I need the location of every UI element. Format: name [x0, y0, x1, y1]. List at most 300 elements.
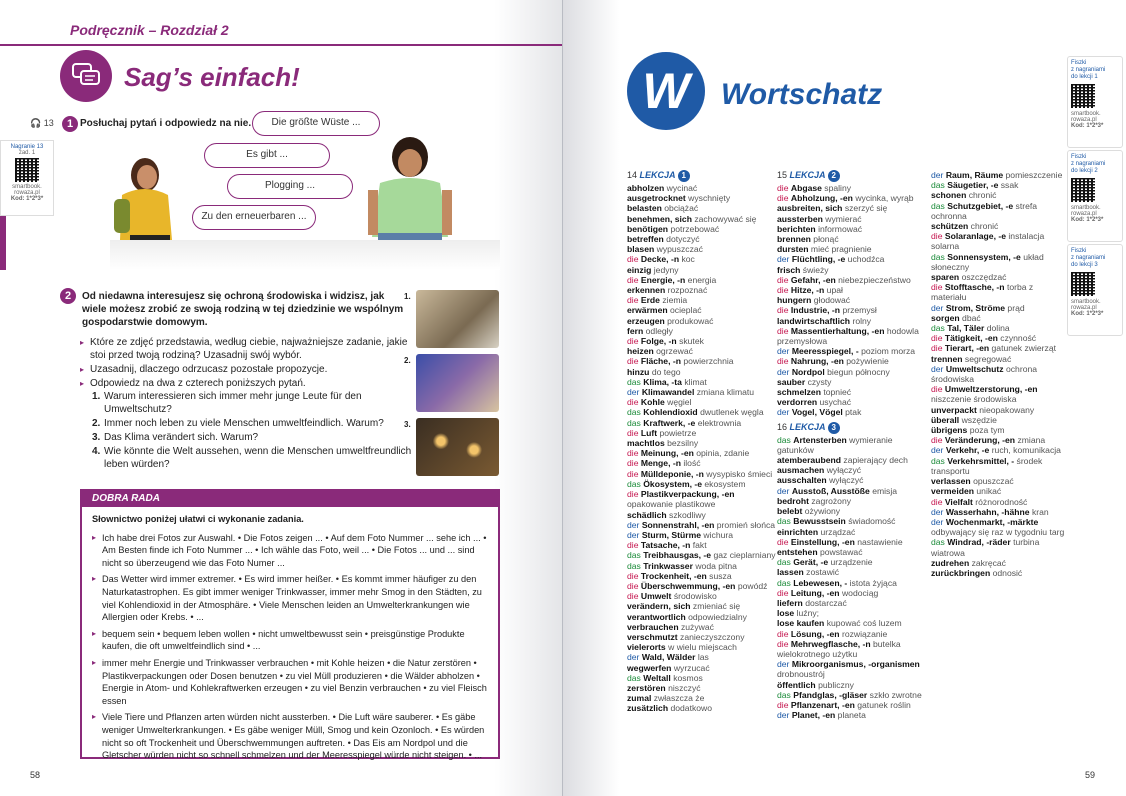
vocab-translation: luźny;	[796, 608, 820, 619]
vocab-article: das	[777, 577, 791, 588]
list-item: 2. Immer noch leben zu viele Menschen umweltfeindlich. Warum?	[92, 418, 384, 429]
vocab-article: der	[931, 506, 944, 517]
vocab-translation: różnorodność	[975, 496, 1028, 507]
vocab-entry	[627, 540, 779, 550]
vocab-word: verändern, sich	[627, 601, 691, 612]
vocab-article: das	[627, 550, 641, 561]
vocab-entry	[777, 367, 929, 377]
photo-light-bulbs	[416, 418, 499, 476]
section-title: Wortschatz	[721, 78, 883, 111]
vocab-word: Pflanzenart, -en	[790, 699, 855, 710]
vocab-translation: kosmos	[673, 672, 703, 683]
vocab-entry	[627, 234, 779, 244]
vocab-article: die	[777, 285, 789, 296]
vocab-article: die	[627, 397, 639, 408]
vocab-article: das	[627, 672, 641, 683]
vocab-article: der	[931, 302, 944, 313]
vocab-word: Tierart, -en	[944, 343, 990, 354]
vocab-translation: opakowanie plastikowe	[627, 499, 716, 510]
vocab-entry	[931, 568, 1067, 578]
vocab-translation: istota żyjąca	[849, 577, 897, 588]
vocab-word: benehmen, sich	[627, 213, 692, 224]
vocab-translation: las	[697, 652, 709, 663]
vocab-word: Strom, Ströme	[945, 302, 1006, 313]
vocab-word: vielerorts	[627, 642, 666, 653]
vocab-word: hinzu	[627, 366, 650, 377]
vocab-translation: energia	[687, 274, 717, 285]
vocab-word: Verkehr, -e	[945, 445, 990, 456]
vocab-entry	[627, 356, 779, 366]
vocab-entry	[931, 282, 1067, 302]
vocab-entry	[777, 397, 929, 407]
vocab-word: zumal	[627, 693, 652, 704]
vocab-translation: jedyny	[653, 264, 679, 275]
left-page	[0, 0, 562, 796]
vocab-article: das	[931, 323, 945, 334]
vocab-entry	[627, 642, 779, 652]
vocab-entry	[627, 581, 779, 591]
vocab-article: das	[777, 557, 791, 568]
vocab-word: Klimawandel	[641, 387, 695, 398]
vocab-word: schützen	[931, 221, 969, 232]
vocab-translation: ożywiony	[804, 506, 841, 517]
vocab-translation: fakt	[692, 540, 707, 551]
vocab-translation: wycinka, wyrąb	[855, 193, 914, 204]
vocab-article: die	[777, 699, 789, 710]
vocab-translation: urządzenie	[830, 557, 873, 568]
vocab-word: betreffen	[627, 234, 664, 245]
vocab-translation: świeży	[802, 264, 829, 275]
vocab-translation: zanieczyszczony	[680, 631, 745, 642]
vocab-article: der	[931, 170, 944, 180]
vocab-word: Massentierhaltung, -en	[790, 325, 885, 336]
vocab-article: das	[931, 180, 945, 191]
vocab-word: Kohle	[640, 397, 665, 408]
vocab-article: der	[627, 652, 640, 663]
vocab-article: der	[777, 366, 790, 377]
vocab-word: zusätzlich	[627, 703, 669, 714]
vocab-translation: niebezpieczeństwo	[838, 274, 911, 285]
vocab-entry	[627, 265, 779, 275]
vocab-article: die	[627, 468, 639, 479]
vocab-translation: do tego	[651, 366, 681, 377]
vocab-translation: wymierać	[825, 213, 862, 224]
vocab-article: die	[627, 336, 639, 347]
vocab-translation: wymieranie gatunków	[777, 434, 893, 455]
vocab-translation: przemysł	[842, 305, 877, 316]
vocab-article: die	[627, 458, 639, 469]
vocab-word: Gefahr, -en	[790, 274, 836, 285]
vocab-word: überall	[931, 414, 960, 425]
vocab-word: Trinkwasser	[643, 560, 693, 571]
vocab-word: lose	[777, 608, 795, 619]
vocab-translation: głodować	[813, 295, 851, 306]
qr-label: Fiszki z nagraniami do lekcji 2	[1071, 154, 1106, 174]
vocab-word: erzeugen	[627, 315, 665, 326]
lesson-heading: 15 LEKCJA 2	[777, 170, 929, 182]
vocab-word: Leitung, -en	[790, 587, 840, 598]
vocab-entry	[931, 364, 1067, 384]
vocab-translation: powstawać	[819, 546, 863, 557]
vocab-translation: odbywający się raz w tygodniu targ	[931, 527, 1065, 538]
vocab-article: die	[627, 580, 639, 591]
vocab-article: die	[627, 254, 639, 265]
vocab-entry	[931, 456, 1067, 476]
vocab-word: Bewusstsein	[793, 516, 846, 527]
vocab-word: Verkehrsmittel, -	[947, 455, 1015, 466]
vocab-word: Trockenheit, -en	[640, 570, 707, 581]
vocab-translation: usychać	[819, 397, 852, 408]
vocab-translation: wyrzucać	[673, 662, 710, 673]
vocab-translation: gatunek roślin	[857, 699, 911, 710]
vocab-word: berichten	[777, 223, 816, 234]
vocab-translation: powierzchnia	[683, 356, 734, 367]
vocab-translation: zakręcać	[971, 557, 1006, 568]
vocab-article: die	[777, 536, 789, 547]
vocab-entry	[777, 496, 929, 506]
flashcards-qr-tab[interactable]	[1067, 244, 1123, 336]
vocab-word: Mehrwegflasche, -n	[790, 638, 871, 649]
vocab-word: ausschalten	[777, 475, 827, 486]
vocab-word: blasen	[627, 244, 655, 255]
vocab-word: verlassen	[931, 476, 971, 487]
vocab-translation: zmiana klimatu	[696, 387, 755, 398]
vocab-word: unverpackt	[931, 404, 977, 415]
recording-sub: zad. 1	[18, 150, 36, 156]
vocab-word: Wochenmarkt, -märkte	[945, 516, 1039, 527]
vocab-translation: upał	[826, 285, 843, 296]
vocab-translation: torba z materiału	[931, 282, 1034, 303]
vocab-article: der	[777, 346, 790, 357]
vocab-entry	[627, 285, 779, 295]
vocab-word: heizen	[627, 346, 654, 357]
vocab-translation: instalacja solarna	[931, 231, 1045, 252]
vocab-translation: ochrona środowiska	[931, 363, 1038, 385]
qr-code-icon	[15, 158, 39, 182]
vocab-translation: szerzyć się	[844, 203, 888, 214]
vocab-translation: wyłączyć	[829, 475, 864, 486]
header-rule	[0, 44, 562, 46]
vocab-translation: gaz cieplarniany	[713, 550, 776, 561]
photo-label: 1.	[404, 292, 411, 301]
vocab-translation: zachowywać się	[694, 213, 757, 224]
vocab-translation: emisja	[872, 485, 898, 496]
vocab-translation: ekosystem	[704, 478, 746, 489]
vocab-word: Weltall	[643, 672, 671, 683]
vocab-translation: opinia, zdanie	[696, 448, 750, 459]
recording-label: Nagranie 13	[10, 144, 44, 150]
vocab-entry	[777, 680, 929, 690]
vocab-translation: dwutlenek węgla	[700, 407, 764, 418]
vocab-column-3	[931, 170, 1067, 578]
vocab-article: die	[777, 305, 789, 316]
vocab-word: abholzen	[627, 183, 665, 193]
vocab-word: Veränderung, -en	[944, 435, 1016, 446]
vocab-entry	[627, 305, 779, 315]
vocab-entry	[627, 683, 779, 693]
qr-code: Kod: 1*2*3*	[1071, 217, 1104, 223]
photo-garbage-bags	[416, 354, 499, 412]
vocab-entry	[777, 285, 929, 295]
vocab-translation: czynność	[1000, 333, 1037, 344]
vocab-word: Überschwemmung, -en	[640, 580, 736, 591]
vocab-article: der	[777, 254, 790, 265]
vocab-article: die	[627, 489, 639, 500]
vocab-translation: gatunek zwierząt	[991, 343, 1057, 354]
vocab-entry	[627, 367, 779, 377]
vocab-entry	[931, 313, 1067, 323]
vocab-translation: urządzać	[820, 526, 856, 537]
vocab-word: einrichten	[777, 526, 819, 537]
vocab-entry	[931, 415, 1067, 425]
vocab-word: liefern	[777, 597, 803, 608]
vocab-word: erkennen	[627, 285, 666, 296]
vocab-article: das	[777, 434, 791, 445]
vocab-entry	[777, 578, 929, 588]
vocab-article: das	[777, 689, 791, 700]
vocab-translation: poziom morza	[861, 346, 916, 357]
vocab-word: Nordpol	[791, 366, 825, 377]
vocab-entry	[627, 601, 779, 611]
vocab-translation: płonąć	[813, 234, 839, 245]
vocab-translation: powódź	[737, 580, 768, 591]
vocab-article: die	[627, 570, 639, 581]
vocab-translation: środowisko	[673, 591, 717, 602]
vocab-article: die	[777, 325, 789, 336]
vocab-entry	[931, 405, 1067, 415]
vocab-translation: rozwiązanie	[841, 628, 888, 639]
vocab-entry	[777, 639, 929, 659]
vocab-entry	[627, 561, 779, 571]
vocab-entry	[931, 201, 1067, 221]
wortschatz-logo: W	[627, 52, 705, 130]
vocab-translation: obciążać	[664, 203, 699, 214]
bubble-2: Es gibt ...	[204, 143, 330, 168]
vocab-word: Artensterben	[793, 434, 847, 445]
vocab-translation: topnieć	[823, 387, 852, 398]
vocab-entry	[777, 475, 929, 485]
chapter-header: Podręcznik – Rozdział 2	[70, 22, 229, 38]
qr-code-icon	[1071, 178, 1095, 202]
vocab-entry	[777, 387, 929, 397]
flashcards-qr-tab[interactable]	[1067, 56, 1123, 148]
vocab-entry	[627, 316, 779, 326]
vocab-translation: wodociąg	[841, 587, 879, 598]
vocab-entry	[627, 632, 779, 642]
lesson-heading: 16 LEKCJA 3	[777, 422, 929, 434]
vocab-article: der	[627, 529, 640, 540]
vocab-word: dursten	[777, 244, 809, 255]
vocab-entry	[777, 407, 929, 417]
vocab-article: die	[627, 427, 639, 438]
bubble-3: Plogging ...	[227, 174, 353, 199]
vocab-word: ausmachen	[777, 465, 825, 476]
vocab-word: Tätigkeit, -en	[944, 333, 998, 344]
qr-code-icon	[1071, 272, 1095, 296]
vocab-word: übrigens	[931, 425, 968, 436]
vocab-translation: rozpoznać	[667, 285, 708, 296]
vocab-article: die	[777, 183, 789, 193]
vocab-word: Wasserhahn, -hähne	[945, 506, 1030, 517]
floor	[110, 240, 500, 270]
vocab-word: hungern	[777, 295, 812, 306]
vocab-word: benötigen	[627, 223, 669, 234]
vocab-entry	[627, 663, 779, 673]
vocab-entry	[931, 180, 1067, 190]
vocab-translation: szkodliwy	[669, 509, 706, 520]
vocab-entry	[931, 476, 1067, 486]
vocab-word: schädlich	[627, 509, 667, 520]
vocab-entry	[627, 458, 779, 468]
vocab-word: Gerät, -e	[793, 557, 829, 568]
vocab-translation: bezsilny	[667, 438, 699, 449]
vocab-entry	[931, 252, 1067, 272]
flashcards-qr-tab[interactable]	[1067, 150, 1123, 242]
vocab-translation: informować	[818, 223, 863, 234]
vocab-entry	[777, 244, 929, 254]
vocab-entry	[627, 520, 779, 530]
vocab-entry	[931, 425, 1067, 435]
vocab-entry	[777, 435, 929, 455]
page-number: 59	[1085, 770, 1096, 780]
vocab-translation: pomieszczenie	[1005, 170, 1063, 180]
vocab-translation: promień słońca	[716, 519, 776, 530]
vocab-word: Kraftwerk, -e	[643, 417, 696, 428]
vocab-translation: woda pitna	[695, 560, 737, 571]
vocab-translation: poza tym	[969, 425, 1005, 436]
vocab-entry	[777, 265, 929, 275]
vocab-translation: układ słoneczny	[931, 251, 1044, 272]
vocab-word: Meeresspiegel, -	[791, 346, 859, 357]
vocab-word: einzig	[627, 264, 652, 275]
vocab-article: die	[931, 282, 943, 293]
vocab-word: machtlos	[627, 438, 665, 449]
vocab-entry	[931, 231, 1067, 251]
vocab-word: sauber	[777, 376, 806, 387]
section-title: Sag’s einfach!	[124, 62, 300, 92]
qr-label: Fiszki z nagraniami do lekcji 1	[1071, 60, 1106, 80]
photo-label: 3.	[404, 420, 411, 429]
vocab-word: verbrauchen	[627, 621, 679, 632]
vocab-word: bedroht	[777, 495, 809, 506]
vocab-translation: wysypisko śmieci	[706, 468, 773, 479]
vocab-entry	[627, 652, 779, 662]
vocab-translation: wypuszczać	[656, 244, 703, 255]
vocab-entry	[777, 608, 929, 618]
vocab-translation: zostawić	[806, 567, 840, 578]
vocab-translation: ssak	[1000, 180, 1019, 191]
vocab-translation: odpowiedzialny	[688, 611, 747, 622]
vocab-translation: dodatkowo	[670, 703, 713, 714]
vocab-word: Vielfalt	[944, 496, 973, 507]
list-item: ▸ Viele Tiere und Pflanzen arten würden nicht aussterben. • Die Luft wäre sauberer. • Es gäbe weniger Umwelterkrankungen. • Es gäbe weniger Müll, Smog und kein Ozonloch. • Es würden nicht so oft Trockenheit und Überschwemmungen auftreten. • Das Eis am Nordpol und die Gletscher würden nicht so schnell schmelzen und der Meeresspiegel würde nicht steigen. • ...	[92, 711, 488, 761]
vocab-translation: dolina	[986, 323, 1010, 334]
vocab-translation: dostarczać	[805, 597, 847, 608]
exercise-instruction: Posłuchaj pytań i odpowiedz na nie.	[80, 118, 252, 129]
vocab-article: die	[777, 193, 789, 204]
vocab-word: Umweltschutz	[945, 363, 1004, 374]
vocab-word: Kohlendioxid	[643, 407, 698, 418]
vocab-word: verantwortlich	[627, 611, 686, 622]
vocab-entry	[931, 354, 1067, 364]
vocab-translation: potrzebować	[670, 223, 720, 234]
vocab-word: Vogel, Vögel	[791, 407, 843, 418]
vocab-word: brennen	[777, 234, 811, 245]
vocab-word: verdorren	[777, 397, 818, 408]
vocab-entry	[777, 527, 929, 537]
vocab-entry	[931, 221, 1067, 231]
vocab-word: Tal, Täler	[947, 323, 985, 334]
vocab-entry	[627, 244, 779, 254]
recording-qr-tab[interactable]	[0, 140, 54, 216]
vocab-entry	[777, 254, 929, 264]
vocab-translation: ptak	[845, 407, 862, 418]
vocab-article: das	[627, 560, 641, 571]
vocab-article: die	[627, 591, 639, 602]
vocab-translation: w wielu miejscach	[668, 642, 737, 653]
vocab-translation: wyłączyć	[826, 465, 862, 476]
vocab-article: die	[931, 231, 943, 242]
vocab-entry	[627, 530, 779, 540]
vocab-entry	[627, 571, 779, 581]
vocab-word: Industrie, -n	[790, 305, 841, 316]
vocab-word: Sonnensystem, -e	[947, 251, 1021, 262]
vocab-entry	[627, 387, 779, 397]
vocab-word: Stofftasche, -n	[944, 282, 1005, 293]
exercise-lead: Od niedawna interesujesz się ochroną środowiska i widzisz, jak wiele możesz zrobić ze swoją rodziną w tej dziedzinie we wspólnym gospodarstwie domowym.	[82, 291, 404, 328]
vocab-column-2	[777, 170, 929, 720]
vocab-entry	[777, 224, 929, 234]
vocab-article: das	[627, 407, 641, 418]
right-page	[563, 0, 1126, 796]
vocab-translation: zużywać	[680, 621, 714, 632]
exercise-number: 2	[60, 288, 76, 304]
list-item: 3. Das Klima verändert sich. Warum?	[92, 432, 259, 443]
list-item: 1. Warum interessieren sich immer mehr junge Leute für den Umweltschutz?	[92, 391, 362, 415]
vocab-word: Mülldeponie, -n	[640, 468, 704, 479]
vocab-entry	[777, 537, 929, 547]
vocab-translation: produkować	[667, 315, 714, 326]
vocab-article: der	[627, 519, 640, 530]
vocab-word: Decke, -n	[640, 254, 680, 265]
vocab-article: die	[627, 448, 639, 459]
vocab-article: die	[627, 540, 639, 551]
list-item: ▸ immer mehr Energie und Trinkwasser verbrauchen • mit Kohle heizen • die Natur zerstören • Plastikverpackungen oder Dosen benutzen • zu viel Müll produzieren • die Wälder abholzen • Energie in Atom- und Kohlekraftwerken erzeugen • zu viel Benzin verbrauchen • zu viel Fleisch essen	[92, 657, 488, 707]
vocab-entry	[777, 356, 929, 366]
vocab-word: Lösung, -en	[790, 628, 840, 639]
vocab-entry	[777, 690, 929, 700]
vocab-translation: elektrownia	[697, 417, 742, 428]
vocab-entry	[931, 558, 1067, 568]
vocab-translation: ruch, komunikacja	[991, 445, 1061, 456]
tip-box	[80, 489, 500, 759]
vocab-article: die	[627, 295, 639, 306]
vocab-translation: chronić	[968, 190, 997, 201]
vocab-entry	[627, 693, 779, 703]
vocab-entry	[777, 557, 929, 567]
vocab-article: die	[627, 274, 639, 285]
vocab-translation: wyschnięty	[688, 193, 731, 204]
vocab-translation: pożywienie	[846, 356, 889, 367]
vocab-article: die	[777, 628, 789, 639]
vocab-translation: susza	[709, 570, 732, 581]
vocab-translation: wycinać	[666, 183, 698, 193]
vocab-word: Umweltzerstorung, -en	[944, 384, 1038, 395]
vocab-word: zerstören	[627, 682, 666, 693]
vocab-entry	[777, 326, 929, 346]
vocab-word: Ausstoß, Ausstöße	[791, 485, 870, 496]
vocab-entry	[627, 428, 779, 438]
